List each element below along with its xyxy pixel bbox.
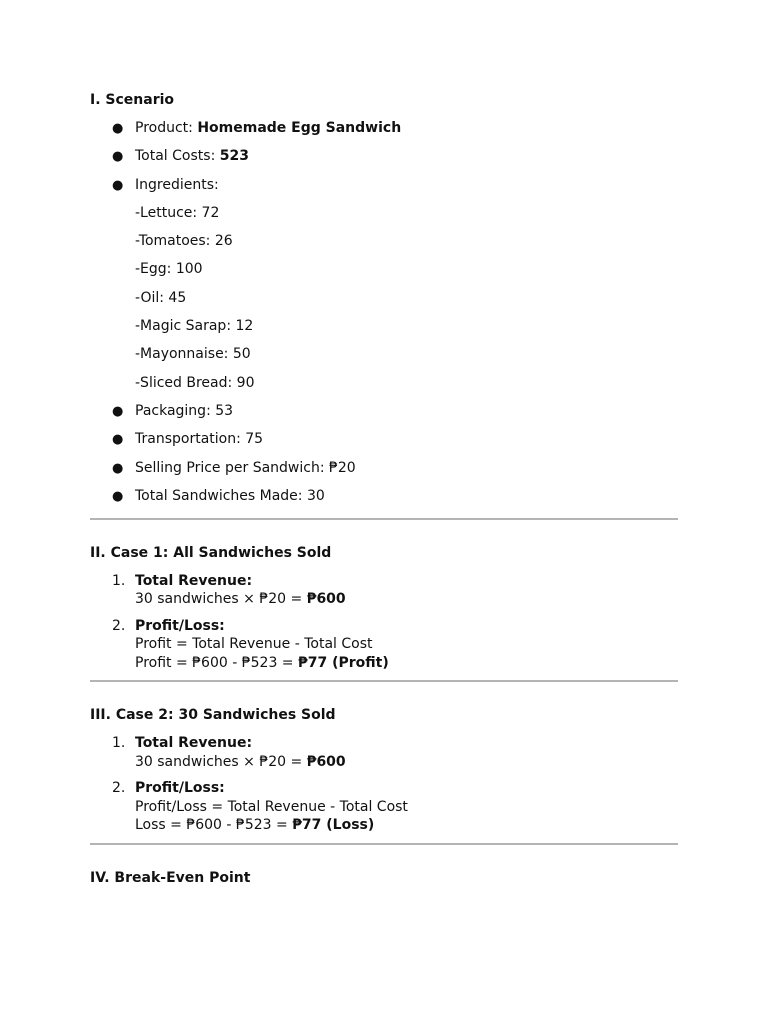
step-total-revenue xyxy=(90,734,678,771)
step-title: Total Revenue: xyxy=(135,735,253,752)
ingredient-item: -Mayonnaise: 50 xyxy=(135,346,251,363)
list-item-packaging xyxy=(90,401,678,421)
step-title: Profit/Loss: xyxy=(135,617,225,634)
step-number: 1. xyxy=(112,735,126,752)
bullet-icon: ● xyxy=(112,460,124,476)
step-title: Profit/Loss: xyxy=(135,780,225,797)
calc-result: ₱77 (Profit) xyxy=(298,654,389,671)
step-line xyxy=(135,816,678,835)
total-costs-label: Total Costs: xyxy=(135,148,220,165)
list-item-total-made xyxy=(90,486,678,506)
ingredient-item: -Lettuce: 72 xyxy=(135,204,220,221)
ingredient-item: -Tomatoes: 26 xyxy=(135,233,233,250)
section-heading: III. Case 2: 30 Sandwiches Sold xyxy=(90,707,336,724)
total-costs-value: 523 xyxy=(219,148,249,165)
divider xyxy=(90,843,678,845)
packaging-text: Packaging: 53 xyxy=(135,402,234,419)
calc-result: ₱600 xyxy=(306,591,346,608)
step-number: 2. xyxy=(112,617,126,634)
section-break-even xyxy=(90,868,678,888)
list-item-ingredients xyxy=(90,175,678,195)
list-item-total-costs xyxy=(90,146,678,166)
calc-text: Loss = ₱600 - ₱523 = xyxy=(135,817,293,834)
ingredient-item: -Egg: 100 xyxy=(135,261,203,278)
calc-text: Profit = ₱600 - ₱523 = xyxy=(135,654,298,671)
step-total-revenue xyxy=(90,572,678,609)
section-heading: II. Case 1: All Sandwiches Sold xyxy=(90,544,332,561)
section-case-2 xyxy=(90,705,678,835)
step-number: 2. xyxy=(112,780,126,797)
calc-result: ₱600 xyxy=(306,753,346,770)
bullet-icon: ● xyxy=(112,403,124,419)
step-line: Profit = Total Revenue - Total Cost xyxy=(135,636,373,653)
total-made-text: Total Sandwiches Made: 30 xyxy=(135,487,325,504)
product-label: Product: xyxy=(135,120,198,136)
step-profit-loss xyxy=(90,617,678,673)
case-2-steps xyxy=(90,734,678,835)
transportation-text: Transportation: 75 xyxy=(135,431,264,448)
step-profit-loss xyxy=(90,779,678,835)
ingredient-item: -Magic Sarap: 12 xyxy=(135,318,254,335)
divider xyxy=(90,518,678,520)
scenario-list-continued xyxy=(90,401,678,506)
calc-result: ₱77 (Loss) xyxy=(292,817,375,834)
ingredient-item: -Sliced Bread: 90 xyxy=(135,374,255,391)
section-heading: IV. Break-Even Point xyxy=(90,869,251,886)
calc-text: 30 sandwiches × ₱20 = xyxy=(135,591,307,608)
bullet-icon: ● xyxy=(112,432,124,448)
case-1-steps xyxy=(90,572,678,673)
step-title: Total Revenue: xyxy=(135,572,253,589)
section-heading: I. Scenario xyxy=(90,92,175,108)
section-scenario xyxy=(90,90,678,506)
ingredients-label: Ingredients: xyxy=(135,176,219,193)
bullet-icon: ● xyxy=(112,121,124,136)
calc-text: 30 sandwiches × ₱20 = xyxy=(135,753,307,770)
step-number: 1. xyxy=(112,572,126,589)
list-item-selling-price xyxy=(90,458,678,478)
step-line: Profit/Loss = Total Revenue - Total Cost xyxy=(135,798,408,815)
scenario-list xyxy=(90,118,678,195)
list-item-transportation xyxy=(90,429,678,449)
product-value: Homemade Egg Sandwich xyxy=(197,120,402,136)
ingredient-list xyxy=(90,203,678,393)
ingredient-item: -Oil: 45 xyxy=(135,289,187,306)
step-line xyxy=(135,753,678,772)
document-page xyxy=(90,90,678,888)
section-case-1 xyxy=(90,543,678,673)
bullet-icon: ● xyxy=(112,149,124,165)
divider xyxy=(90,680,678,682)
bullet-icon: ● xyxy=(112,177,124,193)
step-line xyxy=(135,590,678,609)
list-item-product xyxy=(90,118,678,138)
selling-price-text: Selling Price per Sandwich: ₱20 xyxy=(135,459,356,476)
step-line xyxy=(135,654,678,673)
bullet-icon: ● xyxy=(112,488,124,504)
